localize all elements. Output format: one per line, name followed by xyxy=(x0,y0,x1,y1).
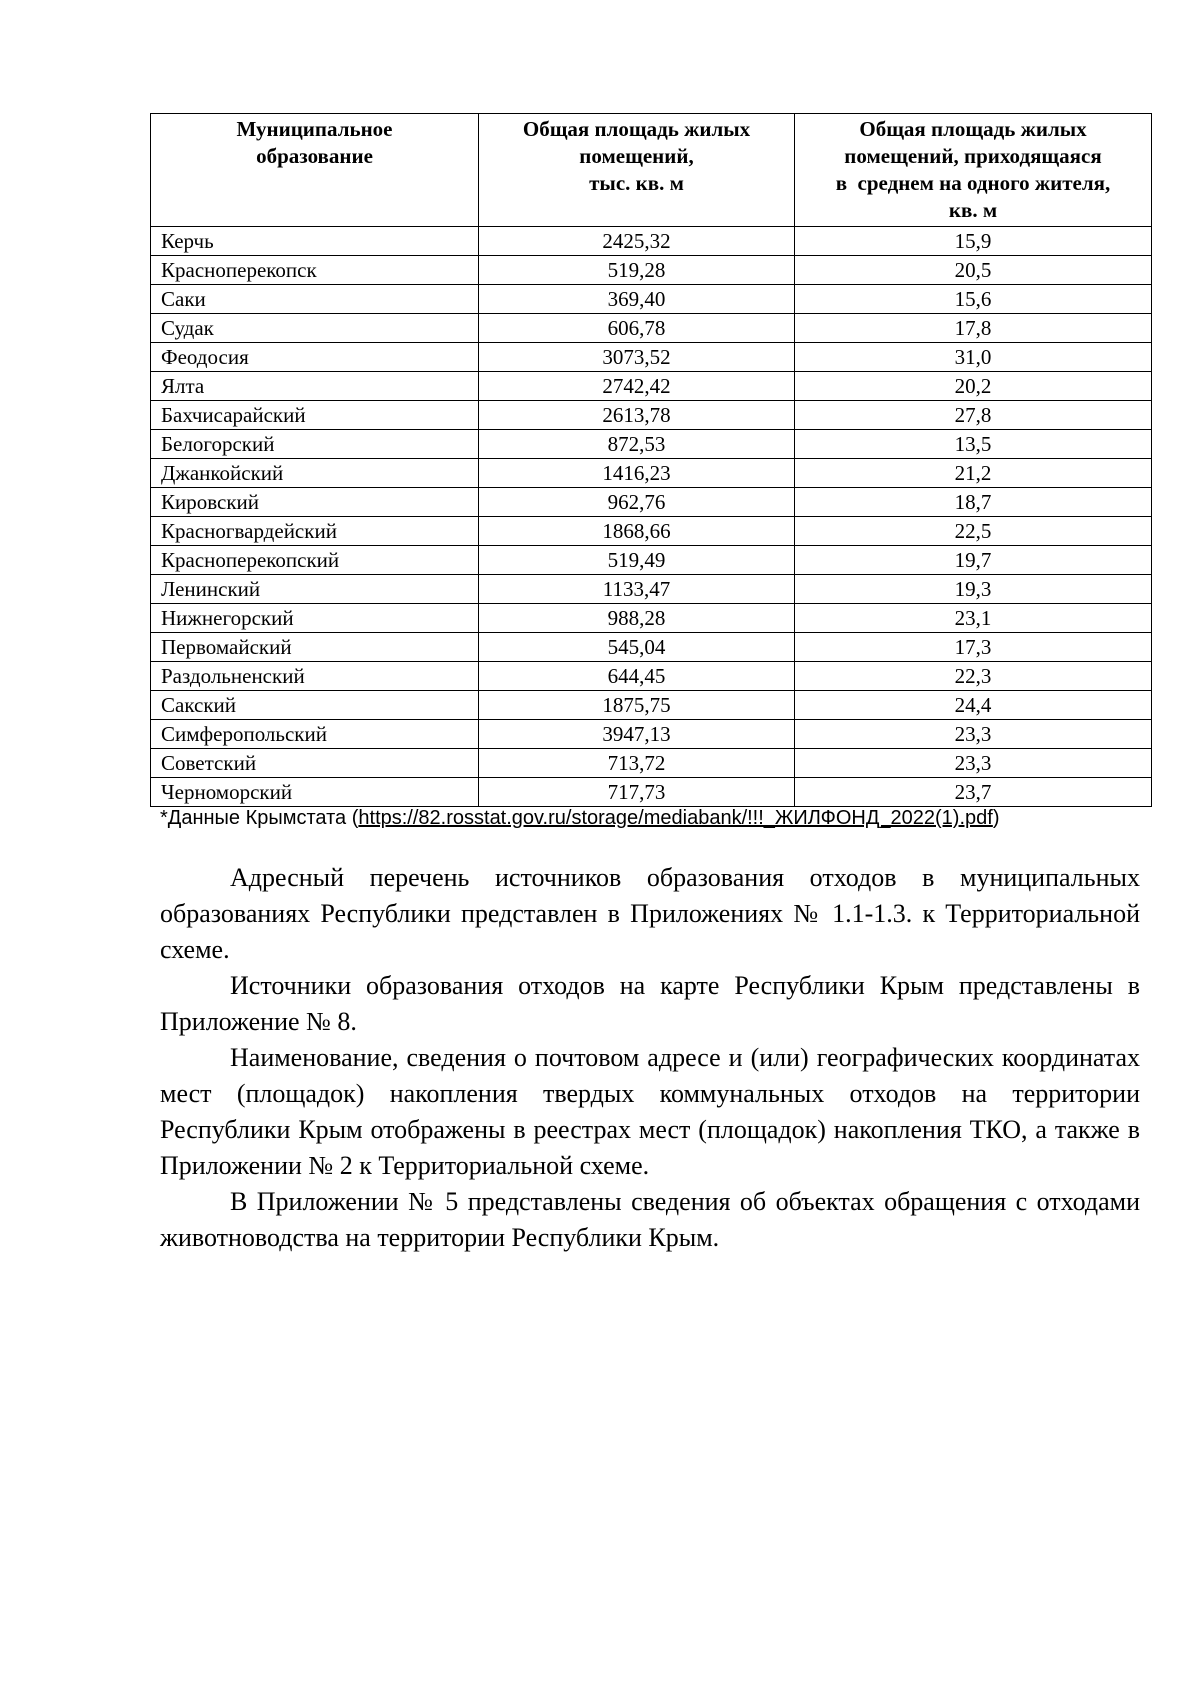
table-row xyxy=(151,343,1152,372)
cell-municipality: Ленинский xyxy=(151,575,479,604)
cell-area-per-resident: 17,3 xyxy=(795,633,1152,662)
cell-area-per-resident: 22,5 xyxy=(795,517,1152,546)
header-line: в среднем на одного жителя, xyxy=(835,171,1111,195)
table-row xyxy=(151,749,1152,778)
header-total-area xyxy=(479,114,795,227)
cell-total-area: 369,40 xyxy=(479,285,795,314)
header-line: кв. м xyxy=(948,198,998,222)
table-row xyxy=(151,633,1152,662)
header-line: тыс. кв. м xyxy=(589,171,684,195)
header-municipality xyxy=(151,114,479,227)
source-link[interactable]: https://82.rosstat.gov.ru/storage/mediabank/!!!_ЖИЛФОНД_2022(1).pdf xyxy=(358,807,993,829)
cell-municipality: Феодосия xyxy=(151,343,479,372)
cell-municipality: Красногвардейский xyxy=(151,517,479,546)
cell-area-per-resident: 27,8 xyxy=(795,401,1152,430)
cell-municipality: Красноперекопск xyxy=(151,256,479,285)
header-line: образование xyxy=(256,144,373,168)
cell-total-area: 2425,32 xyxy=(479,227,795,256)
cell-municipality: Первомайский xyxy=(151,633,479,662)
cell-area-per-resident: 20,5 xyxy=(795,256,1152,285)
cell-area-per-resident: 23,3 xyxy=(795,720,1152,749)
cell-total-area: 3947,13 xyxy=(479,720,795,749)
table-body xyxy=(151,227,1152,807)
table-row xyxy=(151,778,1152,807)
cell-municipality: Черноморский xyxy=(151,778,479,807)
source-footnote xyxy=(160,805,1160,831)
paragraph: Адресный перечень источников образования отходов в муниципальных образованиях Республики представлен в Приложениях № 1.1-1.3. к Территориальной схеме. xyxy=(160,863,1140,964)
table-row xyxy=(151,285,1152,314)
cell-area-per-resident: 18,7 xyxy=(795,488,1152,517)
table-row xyxy=(151,517,1152,546)
table-row xyxy=(151,546,1152,575)
table-row xyxy=(151,227,1152,256)
table-row xyxy=(151,662,1152,691)
cell-area-per-resident: 13,5 xyxy=(795,430,1152,459)
header-line: Общая площадь жилых xyxy=(859,117,1087,141)
table-header-row xyxy=(151,114,1152,227)
cell-area-per-resident: 19,3 xyxy=(795,575,1152,604)
cell-municipality: Красноперекопский xyxy=(151,546,479,575)
cell-municipality: Кировский xyxy=(151,488,479,517)
cell-municipality: Ялта xyxy=(151,372,479,401)
cell-area-per-resident: 23,3 xyxy=(795,749,1152,778)
cell-area-per-resident: 21,2 xyxy=(795,459,1152,488)
table-row xyxy=(151,430,1152,459)
cell-area-per-resident: 23,1 xyxy=(795,604,1152,633)
paragraph: В Приложении № 5 представлены сведения об объектах обращения с отходами животноводства на территории Республики Крым. xyxy=(160,1187,1140,1252)
cell-total-area: 988,28 xyxy=(479,604,795,633)
table-row xyxy=(151,314,1152,343)
footnote-prefix: *Данные Крымстата ( xyxy=(160,807,359,829)
cell-area-per-resident: 15,6 xyxy=(795,285,1152,314)
header-line: помещений, приходящаяся xyxy=(844,144,1102,168)
paragraph: Источники образования отходов на карте Республики Крым представлены в Приложение № 8. xyxy=(160,971,1140,1036)
cell-area-per-resident: 22,3 xyxy=(795,662,1152,691)
table-row xyxy=(151,459,1152,488)
cell-municipality: Сакский xyxy=(151,691,479,720)
table-row xyxy=(151,691,1152,720)
table-row xyxy=(151,720,1152,749)
body-text xyxy=(160,860,1140,1256)
cell-area-per-resident: 15,9 xyxy=(795,227,1152,256)
cell-municipality: Керчь xyxy=(151,227,479,256)
cell-municipality: Судак xyxy=(151,314,479,343)
table-row xyxy=(151,604,1152,633)
cell-municipality: Советский xyxy=(151,749,479,778)
housing-area-table xyxy=(150,113,1152,807)
cell-municipality: Нижнегорский xyxy=(151,604,479,633)
cell-area-per-resident: 17,8 xyxy=(795,314,1152,343)
cell-total-area: 3073,52 xyxy=(479,343,795,372)
cell-area-per-resident: 20,2 xyxy=(795,372,1152,401)
cell-area-per-resident: 31,0 xyxy=(795,343,1152,372)
cell-area-per-resident: 24,4 xyxy=(795,691,1152,720)
cell-total-area: 545,04 xyxy=(479,633,795,662)
cell-total-area: 962,76 xyxy=(479,488,795,517)
header-line: помещений, xyxy=(579,144,694,168)
cell-total-area: 1133,47 xyxy=(479,575,795,604)
paragraph: Наименование, сведения о почтовом адресе и (или) географических координатах мест (площадок) накопления твердых коммунальных отходов на территории Республики Крым отображены в реестрах мест (площадок) накопления ТКО, а также в Приложении № 2 к Территориальной схеме. xyxy=(160,1043,1140,1180)
cell-total-area: 644,45 xyxy=(479,662,795,691)
cell-municipality: Раздольненский xyxy=(151,662,479,691)
cell-municipality: Бахчисарайский xyxy=(151,401,479,430)
table-row xyxy=(151,488,1152,517)
cell-total-area: 713,72 xyxy=(479,749,795,778)
cell-total-area: 2613,78 xyxy=(479,401,795,430)
cell-municipality: Джанкойский xyxy=(151,459,479,488)
table-row xyxy=(151,401,1152,430)
table-row xyxy=(151,256,1152,285)
header-line: Муниципальное xyxy=(236,117,393,141)
cell-total-area: 1416,23 xyxy=(479,459,795,488)
table-row xyxy=(151,575,1152,604)
cell-total-area: 519,49 xyxy=(479,546,795,575)
cell-total-area: 2742,42 xyxy=(479,372,795,401)
cell-area-per-resident: 19,7 xyxy=(795,546,1152,575)
cell-total-area: 717,73 xyxy=(479,778,795,807)
cell-total-area: 519,28 xyxy=(479,256,795,285)
cell-municipality: Белогорский xyxy=(151,430,479,459)
cell-total-area: 606,78 xyxy=(479,314,795,343)
footnote-suffix: ) xyxy=(992,807,1000,829)
cell-municipality: Саки xyxy=(151,285,479,314)
cell-municipality: Симферопольский xyxy=(151,720,479,749)
cell-total-area: 1875,75 xyxy=(479,691,795,720)
cell-total-area: 1868,66 xyxy=(479,517,795,546)
table-row xyxy=(151,372,1152,401)
cell-total-area: 872,53 xyxy=(479,430,795,459)
header-area-per-resident xyxy=(795,114,1152,227)
header-line: Общая площадь жилых xyxy=(522,117,751,141)
cell-area-per-resident: 23,7 xyxy=(795,778,1152,807)
